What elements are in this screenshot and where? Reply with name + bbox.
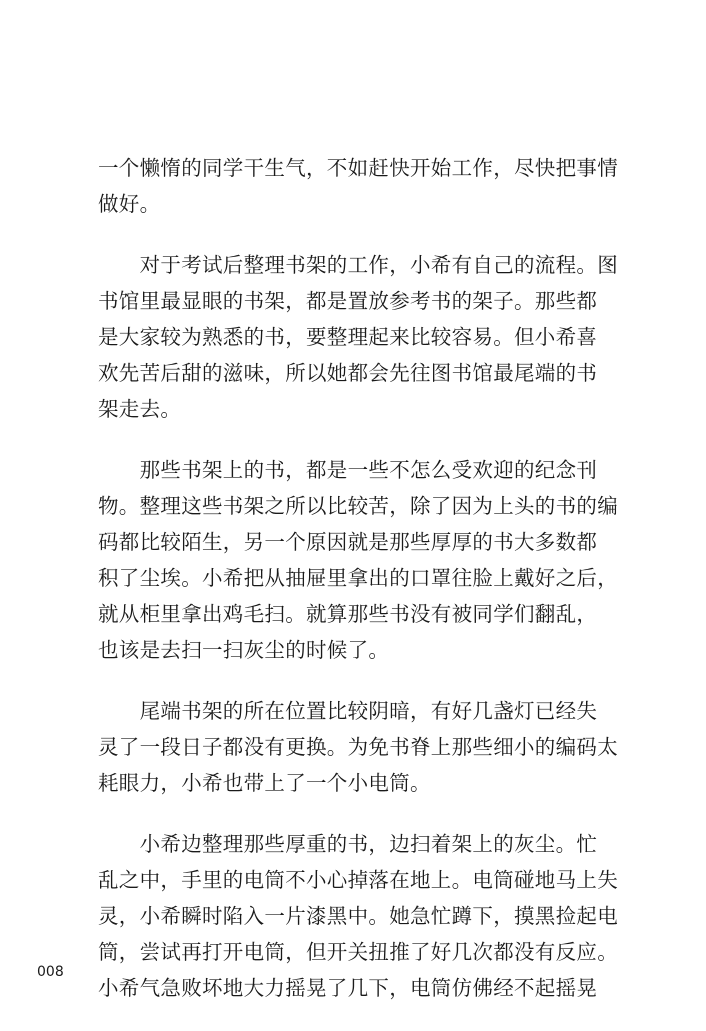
text-line: 做好。 bbox=[98, 192, 161, 216]
text-line: 那些书架上的书，都是一些不怎么受欢迎的纪念刊 bbox=[98, 458, 598, 482]
text-line: 小希气急败坏地大力摇晃了几下，电筒仿佛经不起摇晃 bbox=[98, 976, 598, 1000]
paragraph-5 bbox=[98, 826, 618, 1006]
text-line: 欢先苦后甜的滋味，所以她都会先往图书馆最尾端的书 bbox=[98, 361, 598, 385]
text-line: 一个懒惰的同学干生气，不如赶快开始工作，尽快把事情 bbox=[98, 156, 618, 180]
text-line: 筒，尝试再打开电筒，但开关扭推了好几次都没有反应。 bbox=[98, 940, 618, 964]
text-line: 乱之中，手里的电筒不小心掉落在地上。电筒碰地马上失 bbox=[98, 868, 618, 892]
paragraph-3 bbox=[98, 452, 618, 668]
text-line: 小希边整理那些厚重的书，边扫着架上的灰尘。忙 bbox=[98, 832, 598, 856]
text-line: 码都比较陌生，另一个原因就是那些厚厚的书大多数都 bbox=[98, 530, 598, 554]
text-line: 是大家较为熟悉的书，要整理起来比较容易。但小希喜 bbox=[98, 325, 598, 349]
text-line: 耗眼力，小希也带上了一个小电筒。 bbox=[98, 771, 431, 795]
page-body bbox=[98, 150, 618, 1031]
paragraph-2 bbox=[98, 247, 618, 427]
page-number: 008 bbox=[37, 964, 64, 980]
text-line: 也该是去扫一扫灰尘的时候了。 bbox=[98, 638, 390, 662]
text-line: 架走去。 bbox=[98, 397, 182, 421]
text-line: 积了尘埃。小希把从抽屉里拿出的口罩往脸上戴好之后， bbox=[98, 566, 618, 590]
text-line: 灵了一段日子都没有更换。为免书脊上那些细小的编码太 bbox=[98, 735, 618, 759]
text-line: 就从柜里拿出鸡毛扫。就算那些书没有被同学们翻乱， bbox=[98, 602, 598, 626]
text-line: 尾端书架的所在位置比较阴暗，有好几盏灯已经失 bbox=[98, 699, 598, 723]
paragraph-4 bbox=[98, 693, 618, 801]
paragraph-1 bbox=[98, 150, 618, 222]
text-line: 灵，小希瞬时陷入一片漆黑中。她急忙蹲下，摸黑捡起电 bbox=[98, 904, 618, 928]
text-line: 对于考试后整理书架的工作，小希有自己的流程。图 bbox=[98, 253, 618, 277]
text-line: 物。整理这些书架之所以比较苦，除了因为上头的书的编 bbox=[98, 494, 618, 518]
text-line: 书馆里最显眼的书架，都是置放参考书的架子。那些都 bbox=[98, 289, 598, 313]
